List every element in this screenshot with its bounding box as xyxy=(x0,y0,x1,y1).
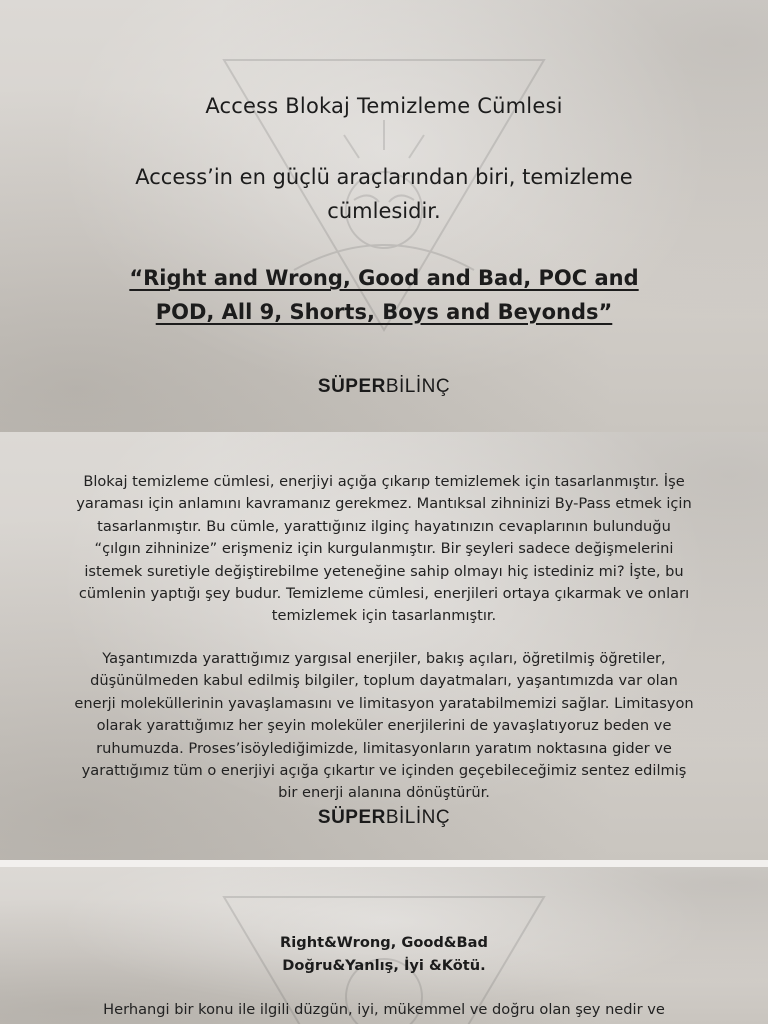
logo-text-bold: SÜPER xyxy=(317,807,386,828)
paragraph-clearing-statement: Blokaj temizleme cümlesi, enerjiyi açığa çıkarıp temizlemek için tasarlanmıştır. İşe yaraması için anlamını kavramanız gerekmez. Mantıksal zihninizi By-Pass etmek için tasarlanmıştır. Bu cümle, yarattığınız ilginç hayatınızın cevaplarının bulunduğu “çılgın zihninize” erişmeniz için kurgulanmıştır. Bir şeyleri sadece değişmelerini istemek suretiyle değiştirebilme yeteneğine sahip olmayı hiç istediniz mi? İşte, bu cümlenin yaptığı şey budur. Temizleme cümlesi, enerjileri ortaya çıkarmak ve onları temizlemek için tasarlanmıştır. xyxy=(76,473,692,625)
heading-line-english: Right&Wrong, Good&Bad xyxy=(280,934,488,951)
heading-line-turkish: Doğru&Yanlış, İyi &Kötü. xyxy=(282,957,486,974)
slide-right-wrong xyxy=(0,867,768,1024)
paragraph-intro: Herhangi bir konu ile ilgili düzgün, iyi, mükemmel ve doğru olan şey nedir ve xyxy=(103,1001,665,1018)
section-heading xyxy=(0,931,768,977)
page-title: Access Blokaj Temizleme Cümlesi xyxy=(205,94,563,118)
brand-logo xyxy=(0,376,768,398)
logo-text-bold: SÜPER xyxy=(317,376,386,397)
clearing-statement-quote: “Right and Wrong, Good and Bad, POC and POD, All 9, Shorts, Boys and Beyonds” xyxy=(129,266,639,324)
logo-text-light: BİLİNÇ xyxy=(385,807,451,828)
slide-title xyxy=(0,0,768,432)
slide-explanation xyxy=(0,432,768,860)
logo-text-light: BİLİNÇ xyxy=(385,376,451,397)
brand-logo xyxy=(0,807,768,829)
slide-divider xyxy=(0,860,768,867)
paragraph-energy: Yaşantımızda yarattığımız yargısal enerjiler, bakış açıları, öğretilmiş öğretiler, düşünülmeden kabul edilmiş bilgiler, toplum dayatmaları, yaşantımızda var olan enerji moleküllerinin yavaşlamasını ve limitasyon yaratabilmemizi sağlar. Limitasyon olarak yarattığımız her şeyin moleküler enerjilerini de yavaşlatıyoruz beden ve ruhumuzda. Proses’isöylediğimizde, limitasyonların yaratım noktasına gider ve yarattığımız tüm o enerjiyi açığa çıkartır ve içinden geçebileceğimiz sentez edilmiş bir enerji alanına dönüştürür. xyxy=(74,650,694,802)
subtitle: Access’in en güçlü araçlarından biri, temizleme cümlesidir. xyxy=(135,165,633,223)
